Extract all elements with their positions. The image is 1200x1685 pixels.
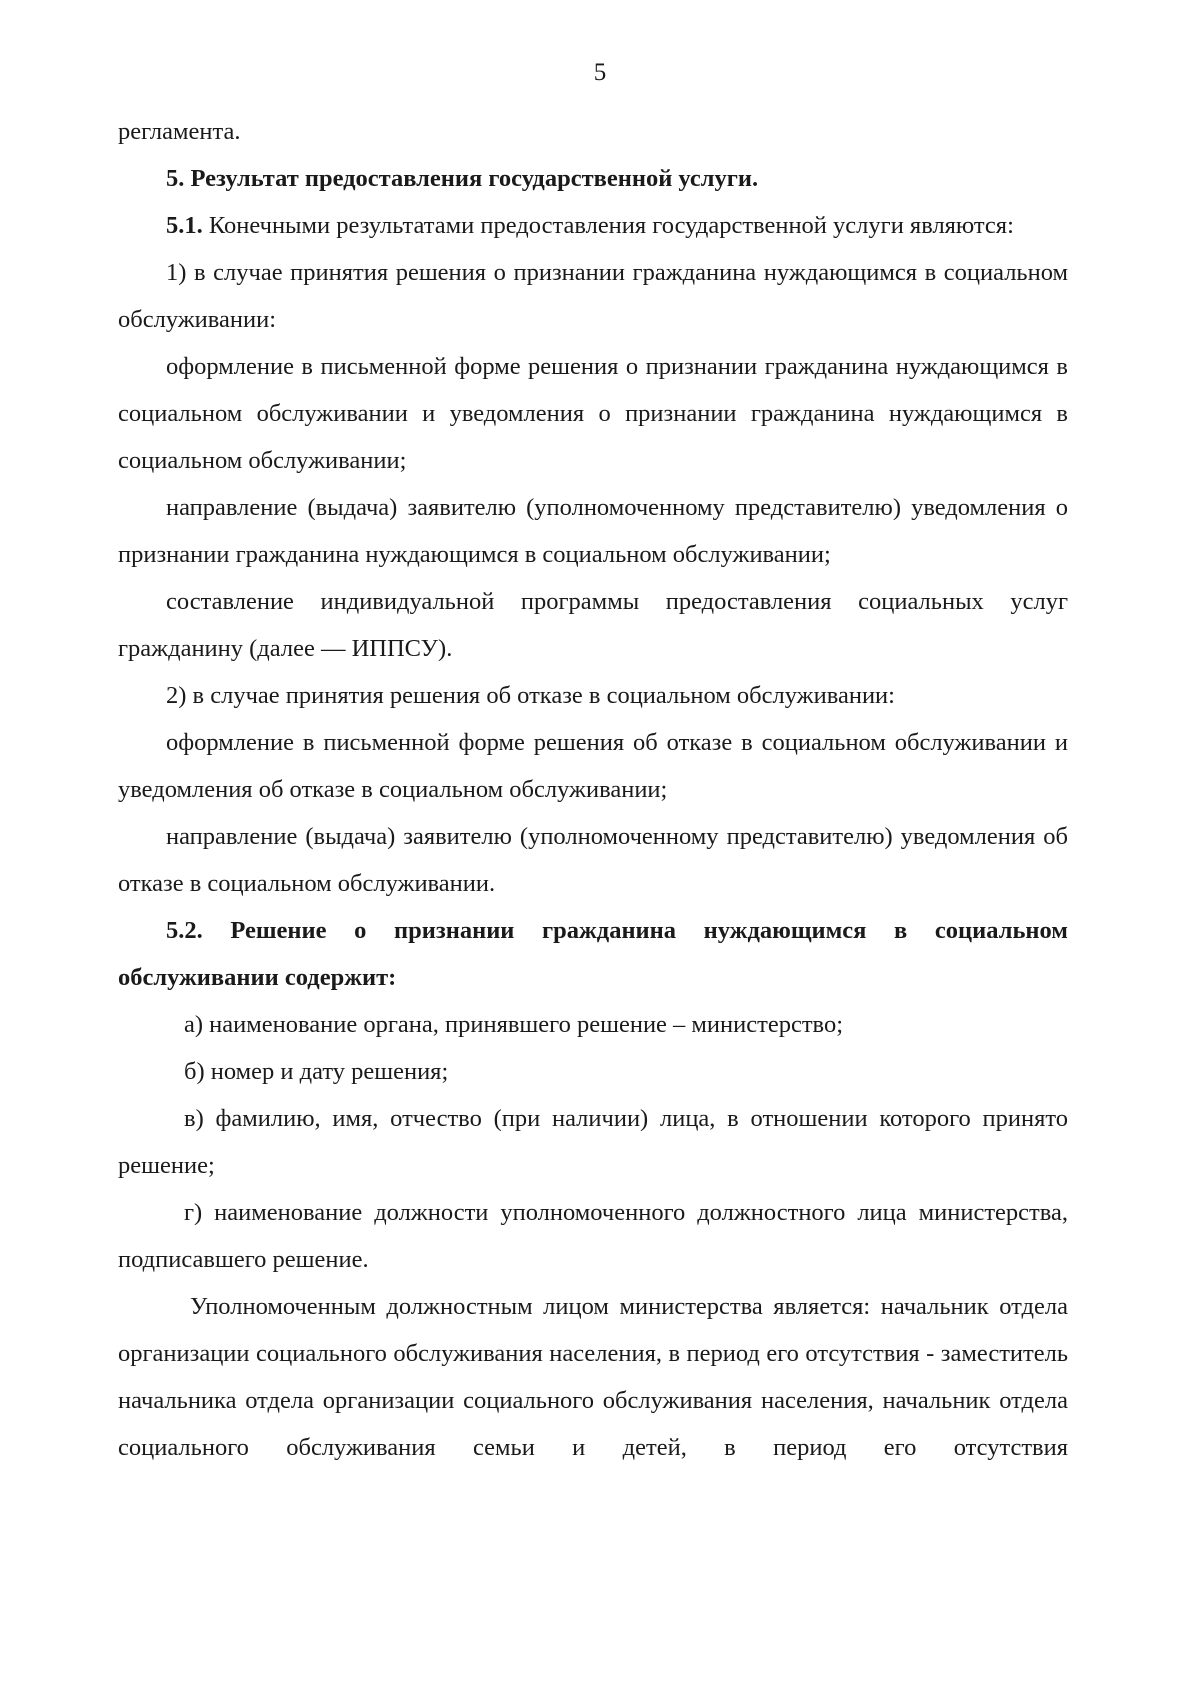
paragraph: регламента. (118, 118, 241, 145)
paragraph: составление индивидуальной программы предоставления социальных услуг гражданину (далее — ИППСУ). (118, 588, 1068, 662)
page-number: 5 (593, 59, 607, 86)
paragraph (118, 202, 1068, 249)
paragraph: оформление в письменной форме решения о признании гражданина нуждающимся в социальном обслуживании и уведомления о признании гражданина нуждающимся в социальном обслуживании; (118, 353, 1068, 474)
paragraph: Уполномоченным должностным лицом министерства является: начальник отдела организации социального обслуживания населения, в период его отсутствия - заместитель начальника отдела организации социального обслуживания населения, начальник отдела социального обслуживания семьи и детей, в период его отсутствия (118, 1293, 1068, 1461)
paragraph: 2) в случае принятия решения об отказе в социальном обслуживании: (166, 682, 895, 709)
section-heading: 5. Результат предоставления государственной услуги. (166, 165, 759, 192)
list-item: б) номер и дату решения; (184, 1058, 449, 1085)
list-item: а) наименование органа, принявшего решение – министерство; (184, 1011, 844, 1038)
document-body (118, 108, 1068, 1471)
paragraph: направление (выдача) заявителю (уполномоченному представителю) уведомления об отказе в социальном обслуживании. (118, 823, 1068, 897)
list-item: в) фамилию, имя, отчество (при наличии) лица, в отношении которого принято решение; (118, 1105, 1068, 1179)
paragraph: 1) в случае принятия решения о признании гражданина нуждающимся в социальном обслуживании: (118, 259, 1068, 333)
clause-text: Конечными результатами предоставления государственной услуги являются: (202, 212, 1014, 239)
list-item: г) наименование должности уполномоченного должностного лица министерства, подписавшего решение. (118, 1199, 1068, 1273)
paragraph: оформление в письменной форме решения об отказе в социальном обслуживании и уведомления об отказе в социальном обслуживании; (118, 729, 1068, 803)
clause-number: 5.1. (166, 212, 203, 239)
paragraph: направление (выдача) заявителю (уполномоченному представителю) уведомления о признании гражданина нуждающимся в социальном обслуживании; (118, 494, 1068, 568)
section-heading: 5.2. Решение о признании гражданина нуждающимся в социальном обслуживании содержит: (118, 917, 1068, 991)
